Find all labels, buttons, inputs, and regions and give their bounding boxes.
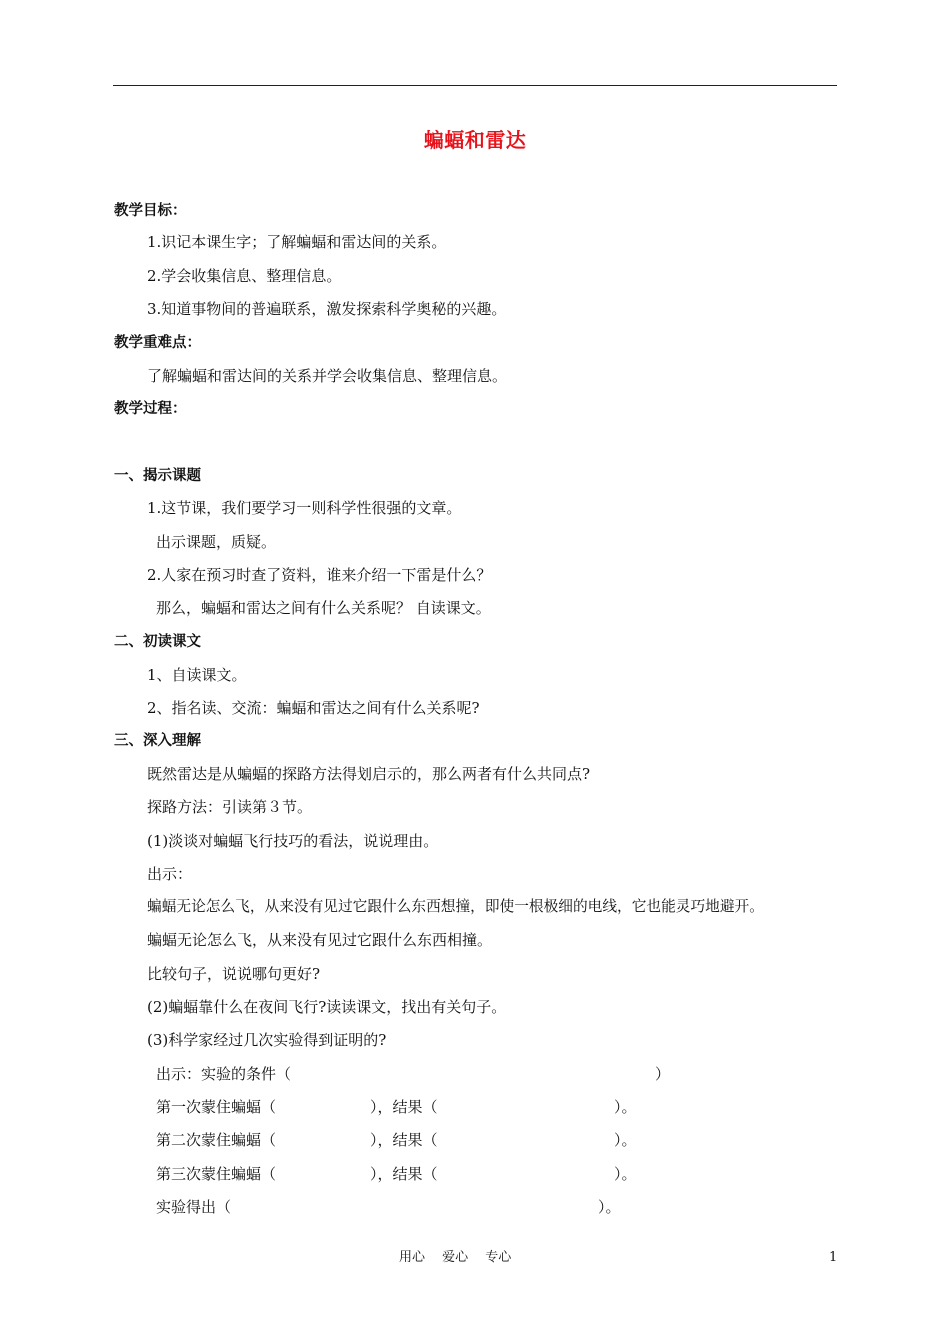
page-number: 1 [829,1250,838,1265]
trial-2-mid: ），结果（ [370,1131,438,1149]
section3-line-7: 比较句子，说说哪句更好? [147,965,321,983]
trial-1-mid: ），结果（ [370,1098,438,1116]
objective-item-3: 3.知道事物间的普遍联系，激发探索科学奥秘的兴趣。 [147,300,507,318]
section1-line-3: 2.人家在预习时查了资料，谁来介绍一下雷是什么？ [147,566,492,584]
section3-heading: 三、深入理解 [114,733,201,749]
document-title: 蝙蝠和雷达 [423,128,527,152]
trial-3-end: ）。 [614,1165,637,1183]
section3-line-1: 既然雷达是从蝙蝠的探路方法得划启示的，那么两者有什么共同点? [147,765,591,783]
section3-line-5: 蝙蝠无论怎么飞，从来没有见过它跟什么东西想撞，即使一根极细的电线，它也能灵巧地避开。 [147,898,764,915]
section3-line-4: 出示： [147,865,193,883]
objectives-heading: 教学目标： [114,203,187,219]
trial-3-mid: ），结果（ [370,1165,438,1183]
section1-line-1: 1.这节课，我们要学习一则科学性很强的文章。 [147,499,462,517]
experiment-condition-label: 出示：实验的条件（ [156,1065,292,1083]
header-rule [113,85,837,86]
section3-line-2: 探路方法：引读第３节。 [147,798,313,816]
trial-3-label: 第三次蒙住蝙蝠（ [156,1165,277,1183]
section1-heading: 一、揭示课题 [114,468,201,484]
section2-line-1: 1、自读课文。 [147,666,247,684]
objective-item-2: 2.学会收集信息、整理信息。 [147,267,342,285]
section3-line-9: (3)科学家经过几次实验得到证明的? [147,1031,387,1049]
process-heading: 教学过程： [114,401,187,417]
key-points-heading: 教学重难点： [114,335,201,351]
conclusion-label: 实验得出（ [156,1198,232,1216]
trial-1-end: ）。 [614,1098,637,1116]
section3-line-6: 蝙蝠无论怎么飞，从来没有见过它跟什么东西相撞。 [147,931,493,949]
experiment-condition-close: ） [655,1065,671,1083]
section3-line-3: (1)淡谈对蝙蝠飞行技巧的看法，说说理由。 [147,832,439,850]
section1-line-4: 那么，蝙蝠和雷达之间有什么关系呢？ 自读课文。 [156,599,491,617]
section1-line-2: 出示课题，质疑。 [156,533,277,551]
trial-1-label: 第一次蒙住蝙蝠（ [156,1098,277,1116]
section2-line-2: 2、指名读、交流：蝙蝠和雷达之间有什么关系呢? [147,699,480,717]
section3-line-8: (2)蝙蝠靠什么在夜间飞行?读读课文，找出有关句子。 [147,998,507,1016]
footer-motto: 用心 爱心 专心 [399,1250,512,1265]
trial-2-label: 第二次蒙住蝙蝠（ [156,1131,277,1149]
objective-item-1: 1.识记本课生字；了解蝙蝠和雷达间的关系。 [147,233,447,251]
trial-2-end: ）。 [614,1131,637,1149]
key-points-text: 了解蝙蝠和雷达间的关系并学会收集信息、整理信息。 [147,367,508,385]
conclusion-close: ）。 [598,1198,621,1216]
section2-heading: 二、初读课文 [114,634,201,650]
